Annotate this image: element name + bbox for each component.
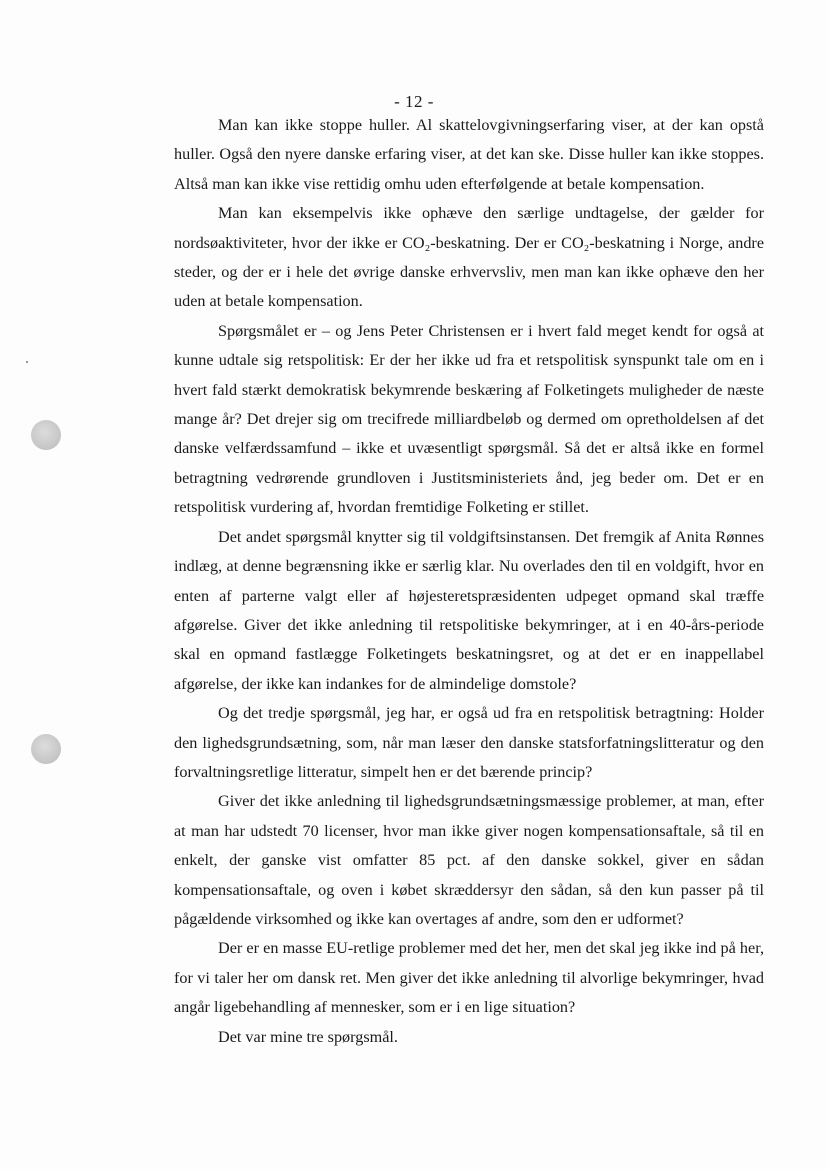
- punch-hole-bottom: [31, 734, 61, 764]
- paragraph: Man kan ikke stoppe huller. Al skattelovgivningserfaring viser, at der kan opstå huller. Også den nyere danske erfaring viser, at det kan ske. Disse huller kan ikke stoppes. Altså man kan ikke vise rettidig omhu uden efterfølgende at betale kompensation.: [174, 116, 764, 193]
- paragraph: Og det tredje spørgsmål, jeg har, er også ud fra en retspolitisk betragtning: Holder den lighedsgrundsætning, som, når man læser den danske statsforfatningslitteratur og den forvaltningsretlige litteratur, simpelt hen er det bærende princip?: [174, 704, 764, 781]
- paragraph: Spørgsmålet er – og Jens Peter Christensen er i hvert fald meget kendt for også at kunne udtale sig retspolitisk: Er der her ikke ud fra et retspolitisk synspunkt tale om en i hvert fald stærkt demokratisk bekymrende beskæring af Folketingets muligheder de næste mange år? Det drejer sig om trecifrede milliardbeløb og dermed om opretholdelsen af det danske velfærdssamfund – ikke et uvæsentligt spørgsmål. Så det er altså ikke en formel betragtning vedrørende grundloven i Justitsministeriets ånd, jeg beder om. Det er en retspolitisk vurdering af, hvordan fremtidige Folketing er stillet.: [174, 321, 764, 517]
- paragraph: Giver det ikke anledning til lighedsgrundsætningsmæssige problemer, at man, efter at man har udstedt 70 licenser, hvor man ikke giver nogen kompensationsaftale, så til en enkelt, der ganske vist omfatter 85 pct. af den danske sokkel, giver en sådan kompensationsaftale, og oven i købet skræddersyr den sådan, så den kun passer på til pågældende virksomhed og ikke kan overtages af andre, som den er udformet?: [174, 792, 764, 928]
- paragraph: Det andet spørgsmål knytter sig til voldgiftsinstansen. Det fremgik af Anita Rønnes indlæg, at denne begrænsning ikke er særlig klar. Nu overlades den til en voldgift, hvor en enten af parterne valgt eller af højesteretspræsidenten udpeget opmand skal træffe afgørelse. Giver det ikke anledning til retspolitiske bekymringer, at i en 40-års-periode skal en opmand fastlægge Folketingets beskatningsret, og at det er en inappellabel afgørelse, der ikke kan indankes for de almindelige domstole?: [174, 527, 764, 693]
- paragraph: Man kan eksempelvis ikke ophæve den særlige undtagelse, der gælder for nordsøaktiviteter, hvor der ikke er CO₂-beskatning. Der er CO₂-beskatning i Norge, andre steder, og der er i hele det øvrige danske erhvervsliv, men man kan ikke ophæve den her uden at betale kompensation.: [174, 204, 764, 311]
- scan-speck: [26, 361, 28, 363]
- document-body: [174, 111, 764, 1052]
- paragraph: Der er en masse EU-retlige problemer med det her, men det skal jeg ikke ind på her, for vi taler her om dansk ret. Men giver det ikke anledning til alvorlige bekymringer, hvad angår ligebehandling af mennesker, som er i en lige situation?: [174, 939, 764, 1017]
- punch-hole-top: [31, 420, 61, 450]
- paragraph: Det var mine tre spørgsmål.: [218, 1027, 398, 1046]
- page-number: - 12 -: [394, 92, 434, 111]
